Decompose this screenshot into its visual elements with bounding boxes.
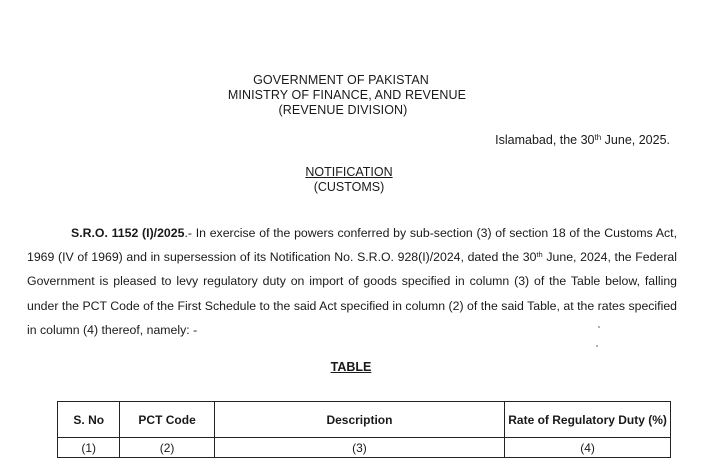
header-division: (REVENUE DIVISION) (278, 103, 408, 117)
notification-body (27, 221, 677, 342)
header-government: GOVERNMENT OF PAKISTAN (253, 73, 429, 87)
dateline-prefix: Islamabad, the 30 (495, 133, 595, 147)
column-number-1: (1) (58, 438, 120, 458)
scan-speck (596, 345, 598, 347)
table-heading-block (0, 360, 710, 375)
header-ministry: MINISTRY OF FINANCE, AND REVENUE (227, 88, 467, 102)
dateline (495, 133, 670, 148)
regulatory-duty-table (57, 401, 671, 458)
notification-title-block (0, 165, 710, 180)
notification-subtitle-block (0, 180, 710, 195)
body-superscript: th (536, 250, 543, 260)
dateline-superscript: th (594, 133, 602, 142)
table-row (58, 438, 671, 458)
table-heading: TABLE (330, 360, 372, 374)
body-text-part2: June, 2024, the Federal Government is pleased to levy regulatory duty on import of goods specified in column (3) of the Table below, falling under the PCT Code of the First Schedule to the said Act specified in column (2) of the said Table, at the rates specified in column (4) thereof, namely: - (27, 250, 677, 337)
column-header-description: Description (214, 402, 504, 438)
scan-speck (598, 326, 600, 328)
column-number-4: (4) (505, 438, 671, 458)
column-header-rate: Rate of Regulatory Duty (%) (505, 402, 671, 438)
column-header-s-no: S. No (58, 402, 120, 438)
table-header-row (58, 402, 671, 438)
notification-title: NOTIFICATION (305, 165, 393, 179)
dateline-suffix: June, 2025. (601, 133, 670, 147)
column-number-2: (2) (120, 438, 214, 458)
column-number-3: (3) (214, 438, 504, 458)
notification-subtitle: (CUSTOMS) (313, 180, 385, 194)
sro-number: S.R.O. 1152 (I)/2025 (71, 226, 185, 240)
body-text-part1: .- In exercise of the powers conferred by sub-section (3) of section 18 of the Customs Act, 1969 (IV of 1969) and in supersession of its Notification No. S.R.O. 928(I)/2024, dated the 30 (27, 226, 677, 265)
column-header-pct-code: PCT Code (120, 402, 214, 438)
